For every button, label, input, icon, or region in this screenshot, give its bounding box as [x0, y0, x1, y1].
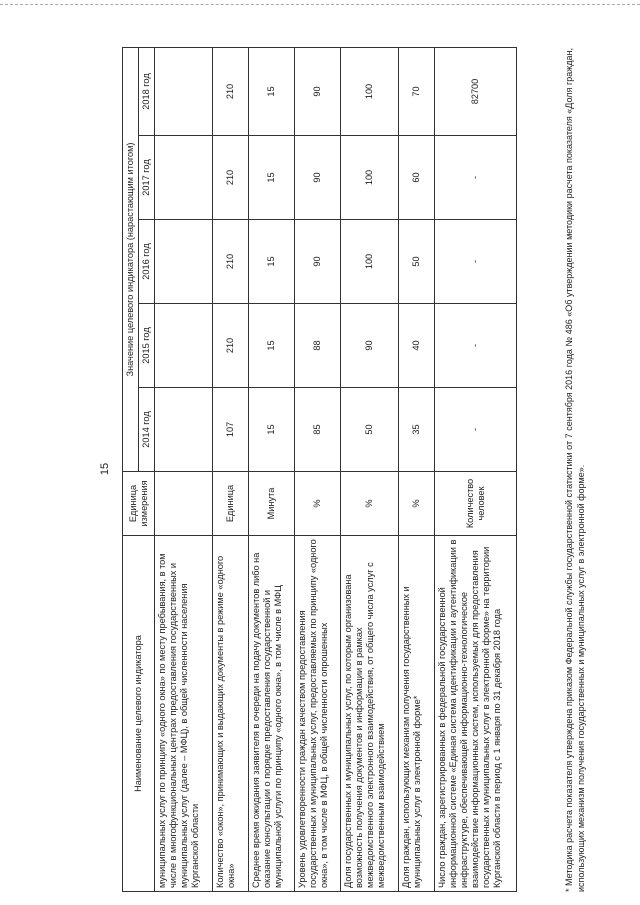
indicator-value: 210	[213, 136, 249, 220]
indicator-name: муниципальных услуг по принципу «одного окна» по месту пребывания, в том числе в многофункциональных центрах предоставления государственных и муниципальных услуг (далее – МФЦ), в общей численности населения Курганской области	[155, 536, 213, 892]
indicator-unit: Единица	[213, 472, 249, 536]
indicator-value: 90	[295, 220, 341, 304]
indicator-value: 90	[295, 47, 341, 135]
indicator-value: 60	[399, 136, 435, 220]
indicator-name: Уровень удовлетворенности граждан качеством предоставления государственных и муниципальных услуг, предоставляемых по принципу «одного окна», в том числе в МФЦ, в общей численности опрошенных	[295, 536, 341, 892]
indicator-value: 210	[213, 220, 249, 304]
table-row	[155, 47, 213, 891]
document-page	[96, 40, 624, 898]
indicator-value	[155, 136, 213, 220]
indicator-value: -	[435, 220, 517, 304]
header-unit: Единица измерения	[123, 472, 155, 536]
indicator-value: 70	[399, 47, 435, 135]
indicator-table	[122, 47, 517, 892]
table-header-row	[123, 47, 139, 891]
indicator-unit: Минута	[249, 472, 295, 536]
indicator-value: 35	[399, 388, 435, 472]
header-year: 2016 год	[139, 220, 155, 304]
header-year: 2018 год	[139, 47, 155, 135]
table-row	[435, 47, 517, 891]
indicator-value: 15	[249, 136, 295, 220]
table-row	[341, 47, 399, 891]
indicator-value: 107	[213, 388, 249, 472]
indicator-value: 15	[249, 47, 295, 135]
indicator-value: 82700	[435, 47, 517, 135]
header-year: 2017 год	[139, 136, 155, 220]
indicator-value: 100	[341, 220, 399, 304]
header-indicator-name: Наименование целевого индикатора	[123, 536, 155, 892]
indicator-unit: %	[295, 472, 341, 536]
header-year: 2014 год	[139, 388, 155, 472]
indicator-name: Доля государственных и муниципальных услуг, по которым организована возможность получения документов и информации в рамках межведомственного электронного взаимодействия, от общего числа услуг с межведомственным взаимодействием	[341, 536, 399, 892]
indicator-value: 15	[249, 304, 295, 388]
rotated-page-content	[96, 40, 624, 898]
indicator-value: -	[435, 136, 517, 220]
indicator-value: 100	[341, 136, 399, 220]
indicator-value: 88	[295, 304, 341, 388]
indicator-value: 210	[213, 304, 249, 388]
table-row	[249, 47, 295, 891]
indicator-value: -	[435, 304, 517, 388]
indicator-name: Среднее время ожидания заявителя в очереди на подачу документов либо на оказание консультации о порядке предоставления государственной и муниципальной услуги по принципу «одного окна», в том числе в МФЦ	[249, 536, 295, 892]
header-year: 2015 год	[139, 304, 155, 388]
table-row	[399, 47, 435, 891]
indicator-value	[155, 220, 213, 304]
indicator-value: 90	[295, 136, 341, 220]
page-number: 15	[99, 462, 111, 476]
table-row	[213, 47, 249, 891]
indicator-value: 210	[213, 47, 249, 135]
table-row	[295, 47, 341, 891]
indicator-name: Число граждан, зарегистрированных в федеральной государственной информационной системе «Единая система идентификации и аутентификации в инфраструктуре, обеспечивающей информационно-технологическое взаимодействие информационных систем, используемых для предоставления государственных и муниципальных услуг в электронной форме» на территории Курганской области в период с 1 января по 31 декабря 2018 года	[435, 536, 517, 892]
scan-top-edge	[0, 4, 640, 5]
indicator-value: 85	[295, 388, 341, 472]
indicator-value: 90	[341, 304, 399, 388]
indicator-value: 40	[399, 304, 435, 388]
indicator-value: 15	[249, 388, 295, 472]
indicator-value	[155, 304, 213, 388]
indicator-unit: %	[341, 472, 399, 536]
indicator-name: Количество «окон», принимающих и выдающих документы в режиме «одного окна»	[213, 536, 249, 892]
indicator-value: 50	[341, 388, 399, 472]
indicator-name: Доля граждан, использующих механизм получения государственных и муниципальных услуг в электронной форме*	[399, 536, 435, 892]
indicator-unit	[155, 472, 213, 536]
indicator-value: 50	[399, 220, 435, 304]
indicator-value	[155, 47, 213, 135]
indicator-value: 100	[341, 47, 399, 135]
indicator-value	[155, 388, 213, 472]
footnote: * Методика расчета показателя утверждена приказом Федеральной службы государственной статистики от 7 сентября 2016 года № 486 «Об утверждении методики расчета показателя «Доля граждан, использующих механизм получения государственных и муниципальных услуг в электронной форме».	[564, 48, 586, 892]
header-indicator-values: Значение целевого индикатора (нарастающим итогом)	[123, 47, 139, 471]
indicator-value: 15	[249, 220, 295, 304]
indicator-value: -	[435, 388, 517, 472]
indicator-unit: %	[399, 472, 435, 536]
indicator-unit: Количество человек	[435, 472, 517, 536]
